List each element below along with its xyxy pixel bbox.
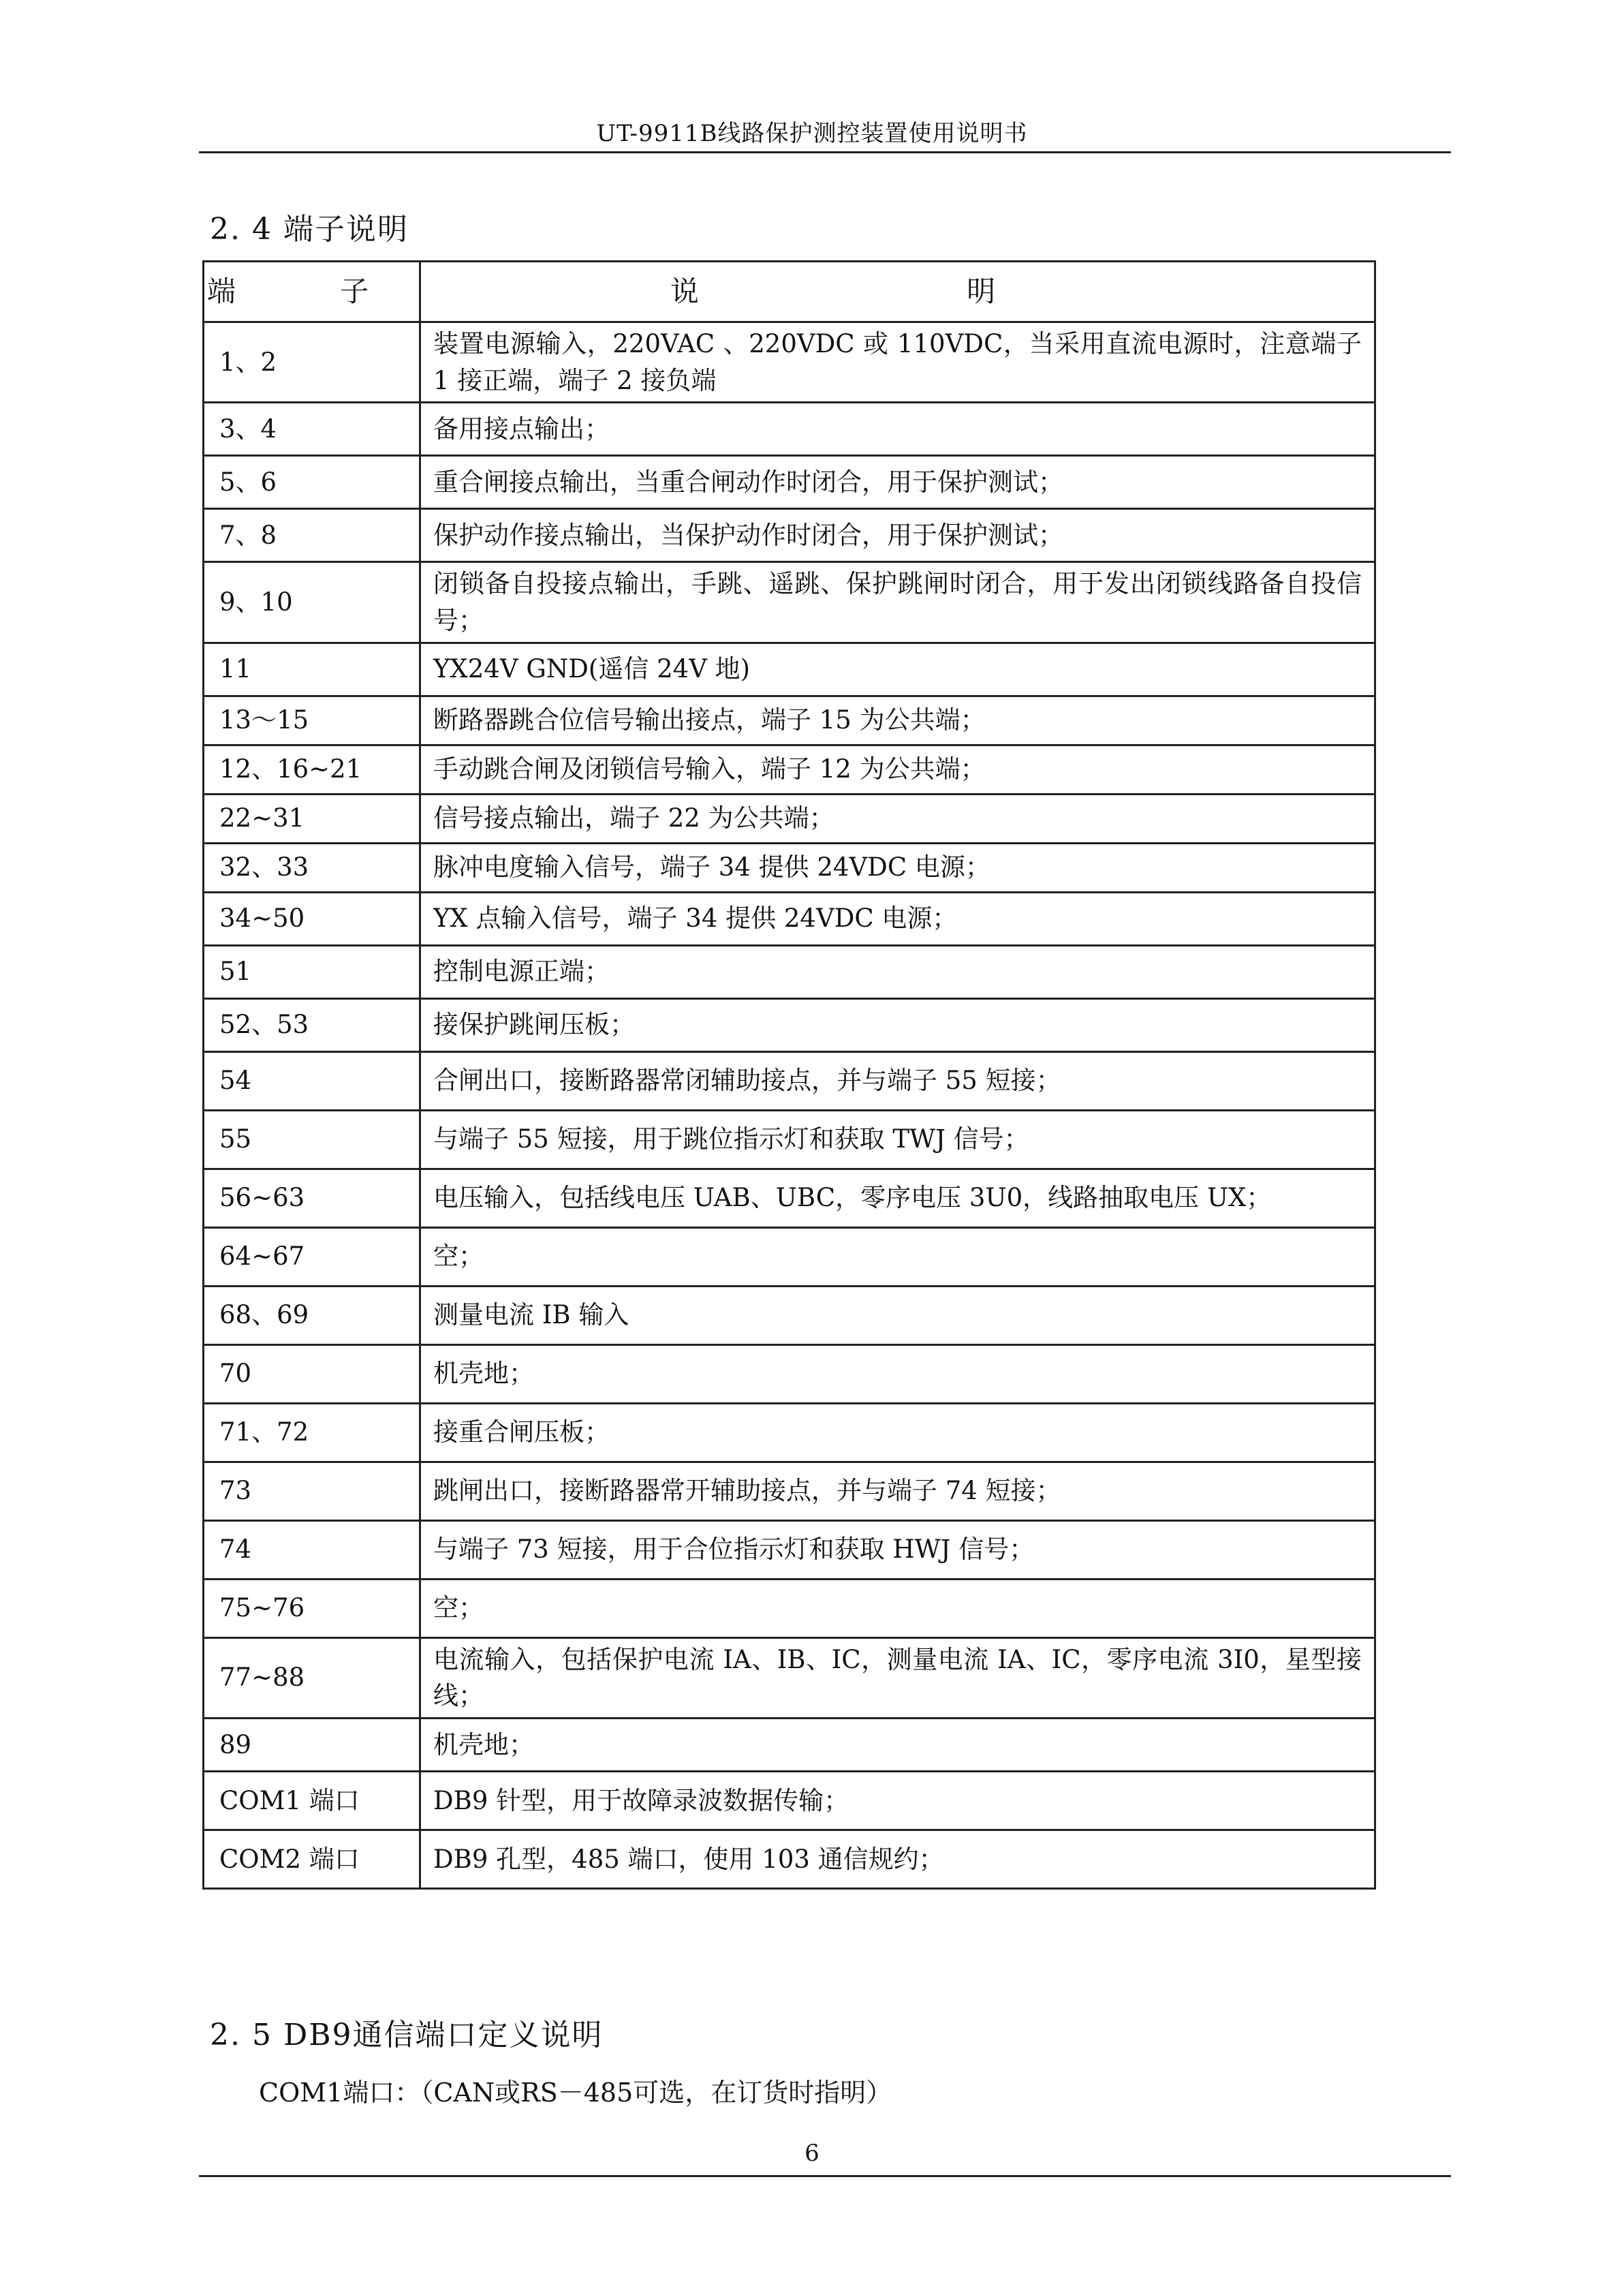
description-cell: 备用接点输出； [420, 403, 1375, 456]
description-cell: 机壳地； [420, 1718, 1375, 1771]
terminal-cell: 64~67 [204, 1227, 420, 1286]
terminal-cell: 77~88 [204, 1637, 420, 1718]
description-cell: 闭锁备自投接点输出，手跳、遥跳、保护跳闸时闭合，用于发出闭锁线路备自投信号； [420, 562, 1375, 643]
terminal-cell: COM2 端口 [204, 1830, 420, 1888]
table-row [204, 1579, 1375, 1637]
terminal-cell: 74 [204, 1520, 420, 1579]
terminal-cell: 89 [204, 1718, 420, 1771]
table-row [204, 892, 1375, 945]
terminal-cell: 5、6 [204, 456, 420, 509]
terminal-cell: 52、53 [204, 998, 420, 1051]
terminal-cell: 55 [204, 1110, 420, 1169]
table-row [204, 745, 1375, 794]
table-row [204, 1051, 1375, 1110]
column-header-terminal: 端 子 [204, 262, 420, 322]
terminal-cell: 22~31 [204, 794, 420, 843]
table-row [204, 456, 1375, 509]
description-cell: 合闸出口，接断路器常闭辅助接点，并与端子 55 短接； [420, 1051, 1375, 1110]
table-row [204, 509, 1375, 562]
terminal-cell: 73 [204, 1462, 420, 1520]
section-heading-2-4: 2. 4 端子说明 [210, 212, 409, 247]
com1-port-note: COM1端口：（CAN或RS－485可选，在订货时指明） [259, 2078, 892, 2108]
description-cell: 保护动作接点输出，当保护动作时闭合，用于保护测试； [420, 509, 1375, 562]
description-cell: 与端子 55 短接，用于跳位指示灯和获取 TWJ 信号； [420, 1110, 1375, 1169]
table-row [204, 1637, 1375, 1718]
table-row [204, 998, 1375, 1051]
table-row [204, 1771, 1375, 1830]
table-row [204, 1227, 1375, 1286]
table-row [204, 1286, 1375, 1344]
description-cell: 信号接点输出，端子 22 为公共端； [420, 794, 1375, 843]
table-row [204, 1344, 1375, 1403]
table-row [204, 843, 1375, 892]
description-cell: 脉冲电度输入信号，端子 34 提供 24VDC 电源； [420, 843, 1375, 892]
table-header-row [204, 262, 1375, 322]
page-number: 6 [805, 2140, 819, 2167]
terminal-cell: 68、69 [204, 1286, 420, 1344]
table-row [204, 643, 1375, 696]
description-cell: 断路器跳合位信号输出接点，端子 15 为公共端； [420, 696, 1375, 745]
table-row [204, 403, 1375, 456]
document-header-title: UT-9911B线路保护测控装置使用说明书 [596, 120, 1028, 147]
description-cell: DB9 针型，用于故障录波数据传输； [420, 1771, 1375, 1830]
table-row [204, 1403, 1375, 1462]
table-row [204, 322, 1375, 403]
description-cell: 空； [420, 1579, 1375, 1637]
table-row [204, 1169, 1375, 1227]
description-cell: 机壳地； [420, 1344, 1375, 1403]
description-cell: 控制电源正端； [420, 945, 1375, 998]
table-row [204, 1520, 1375, 1579]
terminal-cell: 12、16~21 [204, 745, 420, 794]
terminal-cell: 56~63 [204, 1169, 420, 1227]
table-row [204, 1718, 1375, 1771]
description-cell: YX 点输入信号，端子 34 提供 24VDC 电源； [420, 892, 1375, 945]
table-row [204, 696, 1375, 745]
terminal-table [202, 260, 1376, 1890]
table-row [204, 945, 1375, 998]
table-row [204, 1830, 1375, 1888]
terminal-cell: 75~76 [204, 1579, 420, 1637]
description-cell: 跳闸出口，接断路器常开辅助接点，并与端子 74 短接； [420, 1462, 1375, 1520]
table-row [204, 794, 1375, 843]
description-cell: 电流输入，包括保护电流 IA、IB、IC，测量电流 IA、IC，零序电流 3I0，星型接线； [420, 1637, 1375, 1718]
description-cell: YX24V GND(遥信 24V 地) [420, 643, 1375, 696]
description-cell: 重合闸接点输出，当重合闸动作时闭合，用于保护测试； [420, 456, 1375, 509]
terminal-cell: 3、4 [204, 403, 420, 456]
terminal-cell: COM1 端口 [204, 1771, 420, 1830]
table-row [204, 562, 1375, 643]
footer-rule [199, 2175, 1451, 2177]
terminal-cell: 13～15 [204, 696, 420, 745]
terminal-cell: 7、8 [204, 509, 420, 562]
terminal-cell: 54 [204, 1051, 420, 1110]
table-row [204, 1110, 1375, 1169]
description-cell: 电压输入，包括线电压 UAB、UBC，零序电压 3U0，线路抽取电压 UX； [420, 1169, 1375, 1227]
terminal-cell: 11 [204, 643, 420, 696]
terminal-cell: 9、10 [204, 562, 420, 643]
description-cell: 接重合闸压板； [420, 1403, 1375, 1462]
description-cell: 装置电源输入，220VAC 、220VDC 或 110VDC，当采用直流电源时，注意端子 1 接正端，端子 2 接负端 [420, 322, 1375, 403]
description-cell: 空； [420, 1227, 1375, 1286]
terminal-cell: 34~50 [204, 892, 420, 945]
description-cell: 接保护跳闸压板； [420, 998, 1375, 1051]
terminal-cell: 32、33 [204, 843, 420, 892]
header-rule [199, 151, 1451, 153]
column-header-description: 说 明 [420, 262, 1375, 322]
description-cell: DB9 孔型，485 端口，使用 103 通信规约； [420, 1830, 1375, 1888]
terminal-cell: 51 [204, 945, 420, 998]
terminal-cell: 1、2 [204, 322, 420, 403]
table-row [204, 1462, 1375, 1520]
section-heading-2-5: 2. 5 DB9通信端口定义说明 [210, 2018, 604, 2052]
description-cell: 与端子 73 短接，用于合位指示灯和获取 HWJ 信号； [420, 1520, 1375, 1579]
description-cell: 手动跳合闸及闭锁信号输入，端子 12 为公共端； [420, 745, 1375, 794]
terminal-cell: 71、72 [204, 1403, 420, 1462]
terminal-cell: 70 [204, 1344, 420, 1403]
description-cell: 测量电流 IB 输入 [420, 1286, 1375, 1344]
